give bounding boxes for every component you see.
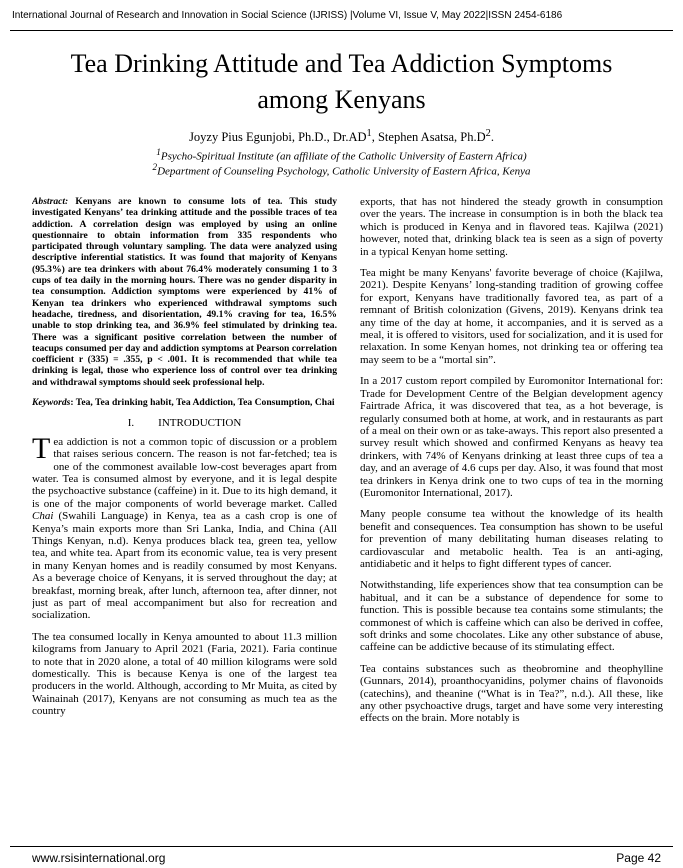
right-paragraph-6: Tea contains substances such as theobromine and theophylline (Gunnars, 2014), proanthocyanidins, polymer chains of flavonoids (catechins), and theanine (“What is in Tea?”, n.d.). All these, like any other psychoactive drugs, target and have some very interesting effects on the brain. More notably is bbox=[360, 662, 663, 725]
journal-header: International Journal of Research and Innovation in Social Science (IJRISS) |Volume VI, Issue V, May 2022|ISSN 2454-6186 bbox=[12, 10, 563, 21]
abstract bbox=[32, 196, 337, 388]
authors-b: , Stephen Asatsa, Ph.D bbox=[371, 130, 486, 145]
authors-end: . bbox=[490, 130, 494, 145]
right-paragraph-4: Many people consume tea without the knowledge of its health benefit and consequences. Tea consumption has shown to be useful for prevention of many debilitating human diseases relating to cardiovascular and metabolic health. Tea is an anti-aging, antidiabetic and it helps to fight different types of cancer. bbox=[360, 508, 663, 570]
intro-paragraph-1 bbox=[32, 431, 337, 622]
page-number: Page 42 bbox=[616, 851, 661, 865]
affiliation-2 bbox=[20, 162, 663, 178]
paper-title bbox=[20, 46, 663, 118]
abstract-label: Abstract: bbox=[32, 196, 69, 207]
affil-text-2: Department of Counseling Psychology, Catholic University of Eastern Africa, Kenya bbox=[157, 165, 531, 178]
affiliation-1 bbox=[20, 147, 663, 163]
header-rule bbox=[10, 30, 673, 31]
abstract-text: Kenyans are known to consume lots of tea. This study investigated Kenyans’ tea drinking attitude and the possible traces of tea addiction. A correlation design was employed by using an online questionnaire to obtain information from 335 respondents who participated through voluntary sampling. The data were analyzed using descriptive inferential statistics. It was found that majority of Kenyans (95.3%) are tea drinkers with about 76.4% moderately consuming 1 to 3 cups of tea daily in the morning hours. There was no gender disparity in tea consumption. Addiction symptoms were experienced by 41% of Kenyan tea drinkers who experienced withdrawal symptoms such headache, tiredness, and disorientation, 49.1% craving for tea, 16.5% unable to stop drinking tea, and 36.9% feel stimulated by drinking tea. There was a significant positive correlation between the number of teacups consumed per day and addiction symptoms at Pearson correlation coefficient r (335) = .355, p < .001. It is recommended that while tea drinking is legal, those who experience loss of control over tea drinking and withdrawal symptoms should seek professional help. bbox=[32, 196, 337, 388]
section-title: INTRODUCTION bbox=[158, 417, 242, 430]
affil-text-1: Psycho-Spiritual Institute (an affiliate of the Catholic University of Eastern Africa) bbox=[160, 150, 527, 163]
intro-paragraph-2: The tea consumed locally in Kenya amounted to about 11.3 million kilograms from January to April 2021 (Faria, 2021). Faria continue to note that in 2020 alone, a total of 40 million kilograms were sold domestically. This is because Kenya is one of the largest tea producers in the world. Although, according to Mr Muita, as cited by Wainainah (2017), Kenyans are not consuming as much tea as the country bbox=[32, 630, 337, 718]
intro-p1-chai: Chai bbox=[32, 510, 54, 523]
title-line-2: among Kenyans bbox=[257, 85, 426, 114]
right-paragraph-2: Tea might be many Kenyans' favorite beverage of choice (Kajilwa, 2021). Despite Kenyans’ long-standing tradition of growing coffee for export, Kenyans have traditionally favored tea, as part of a remnant of British colonization (Givens, 2019). Kenyans drink tea any time of the day at home, it accompanies, and it is served as a meal, it is offered to visitors, used for socialization, and it is used for relaxation. In some Kenyan homes, not drinking tea or offering tea may seem to be a “mortal sin”. bbox=[360, 267, 663, 366]
left-column bbox=[32, 196, 337, 841]
keywords bbox=[32, 397, 337, 408]
author-sup-1: 1 bbox=[366, 128, 372, 139]
author-line bbox=[20, 128, 663, 145]
right-paragraph-3: In a 2017 custom report compiled by Euromonitor International for: Trade for Development Centre of the Belgian development agency Fairtrade Africa, it was discovered that tea, as a hot beverage, is regularly consumed both at home, at work, and in restaurants as part of a meal on their own or as take-aways. This report also presented a survey result which showed and confirmed Kenyans as heavy tea drinkers, with 74% of Kenyans drinking at least three cups of tea a day, and an average of 4.6 cups per day. Also, it was found that most tea drinkers in Kenya drink one to two cups of tea in the morning (Euromonitor International, 2017). bbox=[360, 375, 663, 499]
intro-p1-b: (Swahili Language) in Kenya, tea as a cash crop is one of Kenya’s main exports more than Sri Lanka, India, and China (All Things Kenyan, n.d). Kenya produces black tea, green tea, yellow tea, and white tea. Apart from its economic value, tea is very present in many Kenyan homes and is readily consumed by most Kenyans. As a beverage choice of Kenyans, it is served throughout the day; at breakfast, morning break, after lunch, afternoon tea, after dinner, not just as part of meal accompaniment but also for recreation and socialization. bbox=[32, 510, 337, 622]
keywords-label: Keywords bbox=[32, 397, 71, 409]
intro-p1-a: ea addiction is not a common topic of discussion or a problem that raises serious concern. The reason is not far-fetched; tea is one of the commonest available low-cost beverages apart from water. Tea is consumed almost by everyone, and it is legal despite the psychoactive substance (caffeine) in it. Due to its high demand, it is one of the major components of world beverage market. Called bbox=[32, 435, 337, 510]
footer-url: www.rsisinternational.org bbox=[32, 851, 166, 865]
keywords-text: : Tea, Tea drinking habit, Tea Addiction, Tea Consumption, Chai bbox=[70, 397, 335, 409]
affil-sup-2: 2 bbox=[152, 162, 158, 172]
author-sup-2: 2 bbox=[485, 128, 491, 139]
footer-rule bbox=[10, 846, 673, 847]
authors-a: Joyzy Pius Egunjobi, Ph.D., Dr.AD bbox=[189, 130, 367, 145]
right-column bbox=[360, 196, 663, 841]
drop-cap: T bbox=[32, 431, 51, 465]
affil-sup-1: 1 bbox=[156, 147, 161, 157]
title-line-1: Tea Drinking Attitude and Tea Addiction Symptoms bbox=[70, 49, 613, 78]
section-heading bbox=[32, 417, 337, 429]
section-number: I. bbox=[127, 417, 135, 430]
right-paragraph-1: exports, that has not hindered the steady growth in consumption over the years. The increase in consumption is in both the black tea which is produced in Kenya and in flavored teas. Kajilwa (2021) however, noted that, drinking black tea is seen as a sign of poverty in a typical Kenyan home setting. bbox=[360, 196, 663, 258]
right-paragraph-5: Notwithstanding, life experiences show that tea consumption can be habitual, and it can be a substance of dependence for some to function. This is possible because tea contains some stimulants; the commonest of which is caffeine which can also be derived in coffee, soft drinks and some chocolates. Like any other substance of abuse, caffeine can be addictive because of its stimulating effect. bbox=[360, 579, 663, 654]
